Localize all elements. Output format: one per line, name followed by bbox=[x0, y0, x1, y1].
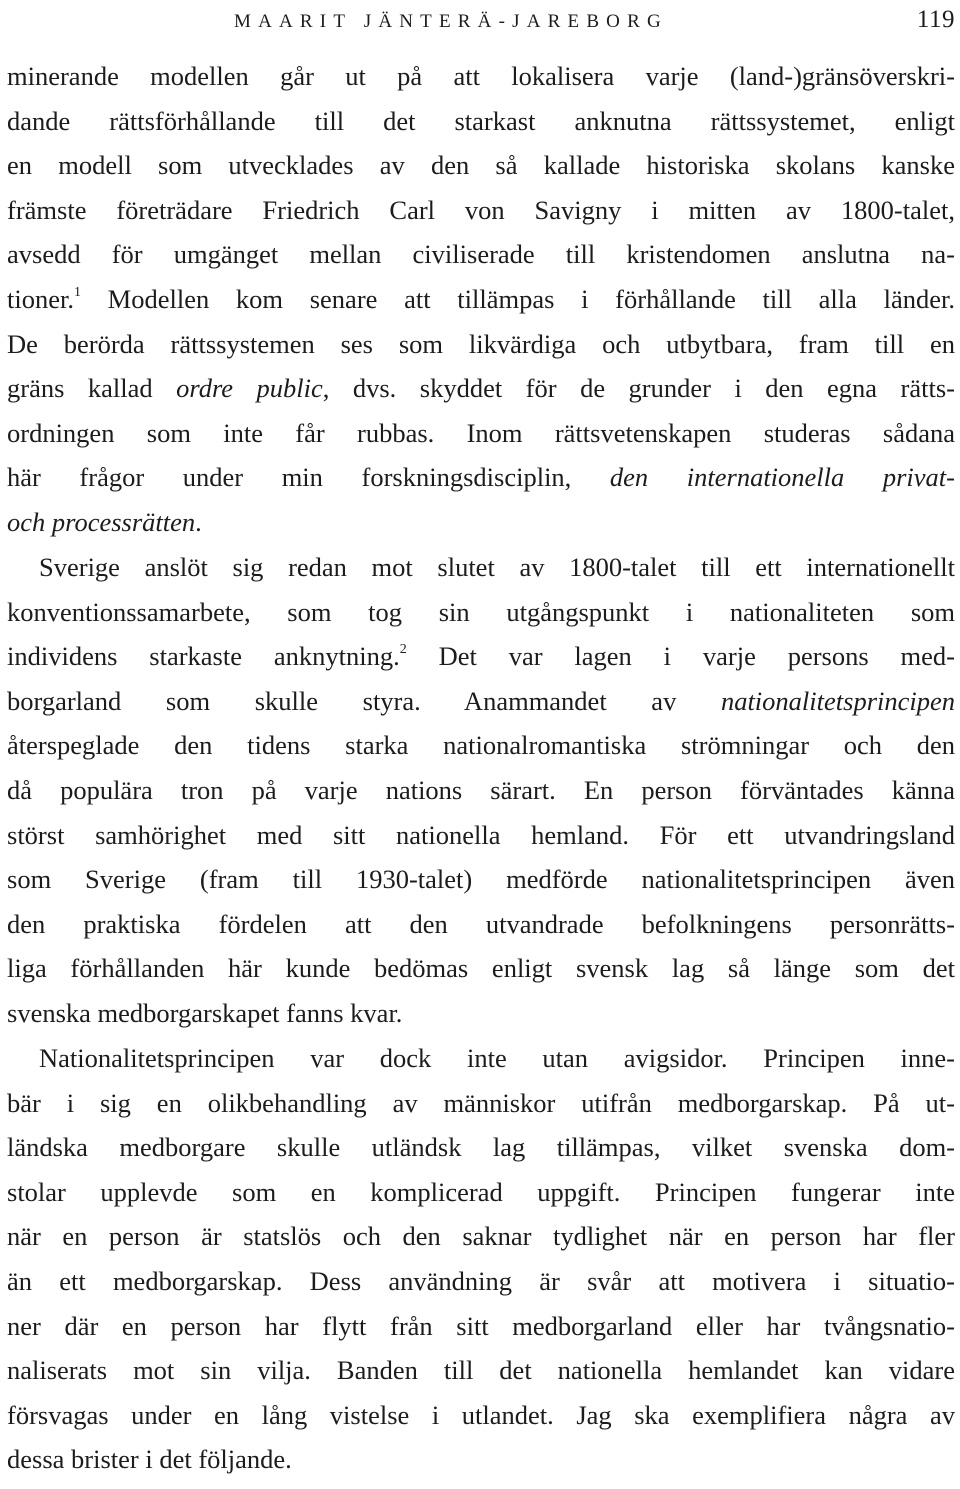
text-line: en modell som utvecklades av den så kallade historiska skolans kanske bbox=[7, 150, 955, 181]
text-line bbox=[7, 679, 955, 724]
text-line: försvagas under en lång vistelse i utlandet. Jag ska exemplifiera några av bbox=[7, 1399, 955, 1430]
text-fragment: här frågor under min forskningsdisciplin, bbox=[7, 462, 610, 493]
italic-term-discipline: den internationella privat- bbox=[609, 462, 955, 493]
text-line: återspeglade den tidens starka nationalromantiska strömningar och den bbox=[7, 730, 955, 761]
text-line: stolar upplevde som en komplicerad uppgift. Principen fungerar inte bbox=[7, 1176, 955, 1207]
text-fragment: tioner. bbox=[7, 283, 74, 314]
footnote-ref-1[interactable]: 1 bbox=[73, 285, 81, 301]
text-line: än ett medborgarskap. Dess användning är svår att motivera i situatio- bbox=[7, 1265, 955, 1296]
footnote-ref-2[interactable]: 2 bbox=[399, 642, 407, 658]
italic-term-discipline-cont: och processrätten bbox=[7, 506, 196, 537]
text-line bbox=[7, 277, 955, 322]
text-fragment: Modellen kom senare att tillämpas i förhållande till alla länder. bbox=[80, 283, 955, 314]
text-line bbox=[7, 366, 955, 411]
text-line: ländska medborgare skulle utländsk lag tillämpas, vilket svenska dom- bbox=[7, 1132, 955, 1163]
page-number: 119 bbox=[916, 6, 955, 33]
paragraph-2 bbox=[7, 545, 955, 1036]
text-fragment: . bbox=[195, 506, 202, 537]
text-line: Sverige anslöt sig redan mot slutet av 1800-talet till ett internationellt bbox=[39, 552, 955, 582]
text-line: ordningen som inte får rubbas. Inom rättsvetenskapen studeras sådana bbox=[7, 417, 955, 448]
text-fragment: borgarland som skulle styra. Anammandet av bbox=[7, 685, 721, 716]
text-line: avsedd för umgänget mellan civiliserade till kristendomen anslutna na- bbox=[7, 239, 955, 270]
text-line: svenska medborgarskapet fanns kvar. bbox=[7, 997, 403, 1028]
text-fragment: gräns kallad bbox=[7, 373, 177, 404]
text-line: dessa brister i det följande. bbox=[7, 1444, 292, 1475]
text-line bbox=[7, 455, 955, 500]
text-fragment: , dvs. skyddet för de grunder i den egna rätts- bbox=[322, 373, 955, 404]
text-line: störst samhörighet med sitt nationella hemland. För ett utvandringsland bbox=[7, 819, 955, 850]
text-line: naliserats mot sin vilja. Banden till det nationella hemlandet kan vidare bbox=[7, 1355, 955, 1386]
running-head bbox=[234, 6, 955, 36]
italic-term-nationality-principle: nationalitetsprincipen bbox=[720, 685, 955, 716]
italic-term-ordre-public: ordre public bbox=[176, 373, 323, 404]
text-line bbox=[7, 500, 955, 545]
text-line: när en person är statslös och den saknar tydlighet när en person har fler bbox=[7, 1221, 955, 1252]
author-name: MAARIT JÄNTERÄ-JAREBORG bbox=[234, 11, 668, 32]
text-line: dande rättsförhållande till det starkast anknutna rättssystemet, enligt bbox=[7, 105, 955, 136]
text-line: bär i sig en olikbehandling av människor utifrån medborgarskap. På ut- bbox=[7, 1087, 955, 1118]
text-fragment: Det var lagen i varje persons med- bbox=[406, 641, 955, 672]
paragraph-1 bbox=[7, 54, 955, 545]
text-line bbox=[7, 634, 955, 679]
text-line: ner där en person har flytt från sitt medborgarland eller har tvångsnatio- bbox=[7, 1310, 955, 1341]
text-line: minerande modellen går ut på att lokalisera varje (land-)gränsöverskri- bbox=[7, 61, 955, 91]
text-line: Nationalitetsprincipen var dock inte utan avigsidor. Principen inne- bbox=[39, 1043, 955, 1073]
paragraph-3 bbox=[7, 1036, 955, 1482]
text-line: konventionssamarbete, som tog sin utgångspunkt i nationaliteten som bbox=[7, 596, 955, 627]
text-line: den praktiska fördelen att den utvandrade befolkningens personrätts- bbox=[7, 908, 955, 939]
text-line: liga förhållanden här kunde bedömas enligt svensk lag så länge som det bbox=[7, 953, 955, 984]
book-page bbox=[7, 0, 955, 1489]
text-line: De berörda rättssystemen ses som likvärdiga och utbytbara, fram till en bbox=[7, 328, 955, 359]
text-line: främste företrädare Friedrich Carl von Savigny i mitten av 1800-talet, bbox=[7, 194, 955, 225]
text-line: då populära tron på varje nations särart. En person förväntades känna bbox=[7, 774, 955, 805]
text-line: som Sverige (fram till 1930-talet) medförde nationalitetsprincipen även bbox=[7, 864, 955, 895]
text-fragment: individens starkaste anknytning. bbox=[7, 641, 400, 672]
